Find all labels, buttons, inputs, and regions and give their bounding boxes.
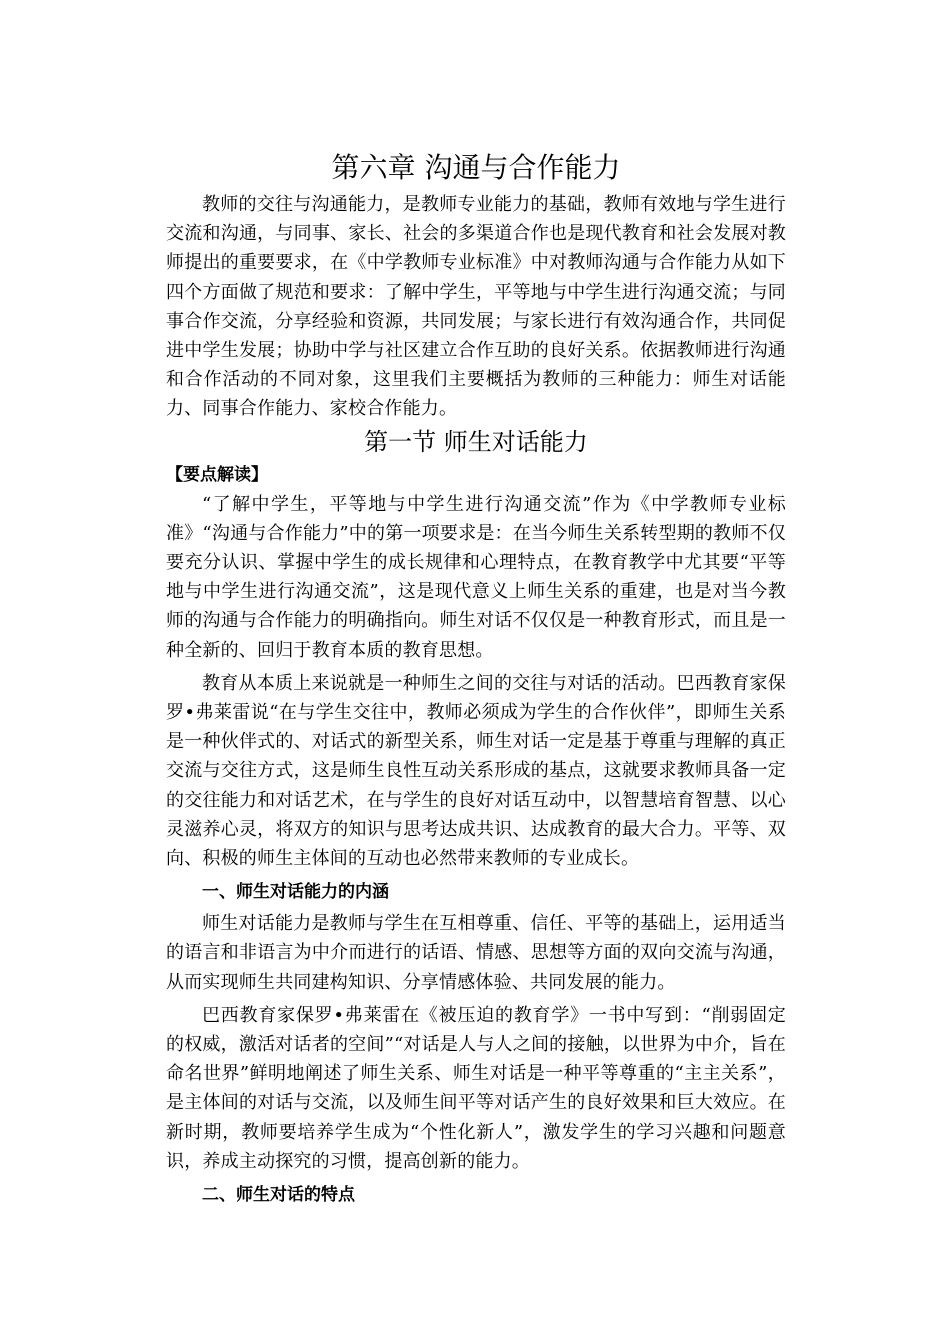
subsection-heading-1: 一、师生对话能力的内涵 — [202, 882, 389, 903]
key-points-paragraph-2: 教育从本质上来说就是一种师生之间的交往与对话的活动。巴西教育家保罗•弗莱雷说“在与学生交往中，教师必须成为学生的合作伙伴”，即师生关系是一种伙伴式的、对话式的新型关系，师生对话一定是基于尊重与理解的真正交流与交往方式，这是师生良性互动关系形成的基点，这就要求教师具备一定的交往能力和对话艺术，在与学生的良好对话互动中，以智慧培育智慧、以心灵滋养心灵，将双方的知识与思考达成共识、达成教育的最大合力。平等、双向、积极的师生主体间的互动也必然带来教师的专业成长。 — [166, 672, 786, 870]
intro-paragraph: 教师的交往与沟通能力，是教师专业能力的基础，教师有效地与学生进行交流和沟通，与同事、家长、社会的多渠道合作也是现代教育和社会发展对教师提出的重要要求，在《中学教师专业标准》中对教师沟通与合作能力从如下四个方面做了规范和要求：了解中学生，平等地与中学生进行沟通交流；与同事合作交流，分享经验和资源，共同发展；与家长进行有效沟通合作，共同促进中学生发展；协助中学与社区建立合作互助的良好关系。依据教师进行沟通和合作活动的不同对象，这里我们主要概括为教师的三种能力：师生对话能力、同事合作能力、家校合作能力。 — [166, 194, 786, 420]
chapter-title: 第六章 沟通与合作能力 — [331, 151, 621, 184]
document-body — [166, 148, 786, 1212]
key-points-paragraph-1: “了解中学生，平等地与中学生进行沟通交流”作为《中学教师专业标准》“沟通与合作能力”中的第一项要求是：在当今师生关系转型期的教师不仅要充分认识、掌握中学生的成长规律和心理特点，在教育教学中尤其要“平等地与中学生进行沟通交流”，这是现代意义上师生关系的重建，也是对当今教师的沟通与合作能力的明确指向。师生对话不仅仅是一种教育形式，而且是一种全新的、回归于教育本质的教育思想。 — [166, 493, 786, 661]
subsection1-paragraph-1: 师生对话能力是教师与学生在互相尊重、信任、平等的基础上，运用适当的语言和非语言为中介而进行的话语、情感、思想等方面的双向交流与沟通，从而实现师生共同建构知识、分享情感体验、共同发展的能力。 — [166, 913, 786, 993]
section-title: 第一节 师生对话能力 — [364, 427, 588, 456]
key-points-label: 【要点解读】 — [166, 464, 268, 485]
subsection1-paragraph-2: 巴西教育家保罗•弗莱雷在《被压迫的教育学》一书中写到：“削弱固定的权威，激活对话者的空间”“对话是人与人之间的接触，以世界为中介，旨在命名世界”鲜明地阐述了师生关系、师生对话是一种平等尊重的“主主关系”，是主体间的对话与交流，以及师生间平等对话产生的良好效果和巨大效应。在新时期，教师要培养学生成为“个性化新人”，激发学生的学习兴趣和问题意识，养成主动探究的习惯，提高创新的能力。 — [166, 1004, 786, 1172]
subsection-heading-2: 二、师生对话的特点 — [202, 1185, 355, 1206]
